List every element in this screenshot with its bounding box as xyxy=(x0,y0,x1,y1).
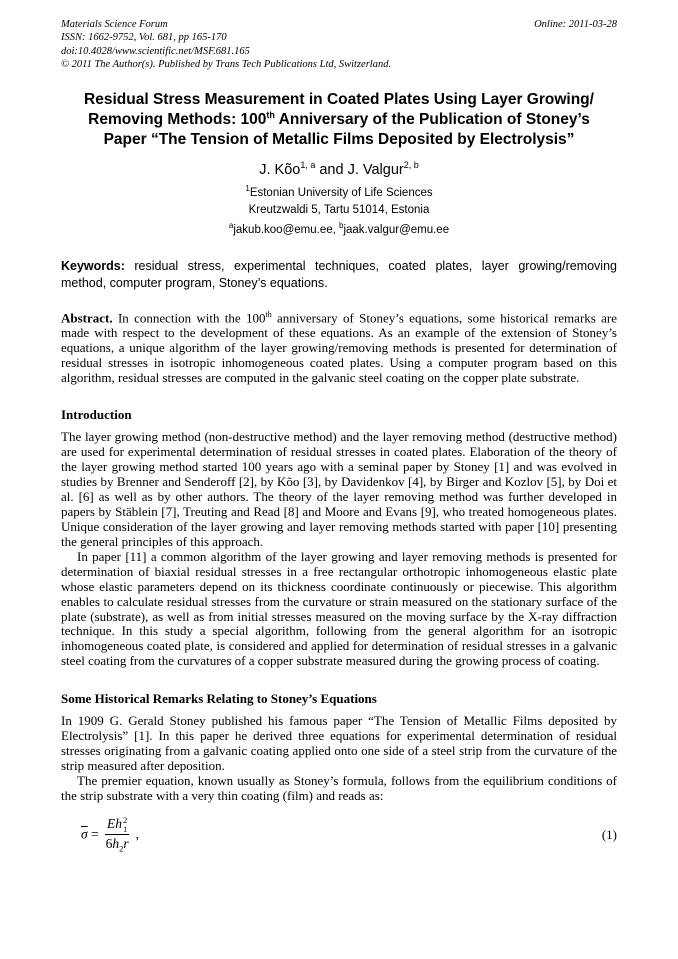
affiliation-institution-name: Estonian University of Life Sciences xyxy=(249,186,433,199)
affiliation-block xyxy=(61,184,617,236)
affiliation-mark-1: 1 xyxy=(245,184,250,194)
email-address-2: jaak.valgur@emu.ee xyxy=(343,223,450,236)
abstract-text-start: In connection with the 100 xyxy=(112,309,266,325)
introduction-paragraph-1: The layer growing method (non-destructive method) and the layer removing method (destructive method) are used for experimental determination of residual stresses in coated plates. Elaboration of the theory of the layer growing method started 100 years ago with a seminal paper by Stoney [1] and was evolved in studies by Brenner and Senderoff [2], by Kõo [3], by Davidenkov [4], by Birger and Kozlov [5], by Doi et al. [6] as well as by other authors. The theory of the layer removing method was further developed in papers by Stäblein [7], Treuting and Read [8] and Moore and Evans [9], who treated homogeneous plates. Unique consideration of the layer growing and layer removing methods started with paper [10] presenting the general principles of this approach. xyxy=(61,429,617,549)
h1-superscript: 2 xyxy=(123,815,128,826)
abstract-paragraph xyxy=(61,310,617,386)
affiliation-address: Kreutzwaldi 5, Tartu 51014, Estonia xyxy=(248,203,430,216)
sigma-bar-symbol: $\overline{\sigma}$ xyxy=(81,826,88,842)
author-2: and J. Valgur xyxy=(315,162,404,179)
h1-subscript: 1 xyxy=(123,823,128,834)
h1-sub-sup-stack xyxy=(123,816,127,833)
introduction-paragraph-2: In paper [11] a common algorithm of the layer growing and layer removing methods is presented for determination of biaxial residual stresses in a free rectangular orthotropic inhomogeneous elastic plate whose elastic parameters depend on its thickness coordinate continuously or piecewise. This algorithm enables to calculate residual stresses from the curvature or strain measured on the stationary surface of the plate (substrate), as well as from initial stresses measured on the moving surface by the X-ray diffraction technique. In this study a special algorithm, following from the general algorithm for an isotropic inhomogeneous coated plate, is considered and applied for determination of residual stresses in a galvanic steel coating from the curvatures of a copper substrate measured during the growing process of coating. xyxy=(61,548,617,669)
section-heading-introduction: Introduction xyxy=(61,407,132,423)
symbol-h2: h xyxy=(112,836,120,852)
author-line xyxy=(61,160,617,178)
doi-line: doi:10.4028/www.scientific.net/MSF.681.165 xyxy=(61,45,250,57)
historical-paragraph-2: The premier equation, known usually as Stoney’s formula, follows from the equilibrium conditions of the strip substrate with a very thin coating (film) and reads as: xyxy=(61,773,617,803)
title-line-2 xyxy=(61,110,617,130)
publication-info xyxy=(61,18,391,72)
h2-subscript: 2 xyxy=(119,844,124,854)
keywords-text: residual stress, experimental techniques, coated plates, layer growing/removing method, computer program, Stoney’s equations. xyxy=(61,258,617,290)
abstract-label: Abstract. xyxy=(61,309,113,325)
fraction-denominator xyxy=(106,835,129,854)
equation-number: (1) xyxy=(601,827,617,843)
fraction-numerator xyxy=(105,816,129,835)
equation-1-row xyxy=(61,816,617,855)
issn-line: ISSN: 1662-9752, Vol. 681, pp 165-170 xyxy=(61,32,227,44)
paper-title xyxy=(61,90,617,151)
abstract-ordinal-superscript: th xyxy=(265,309,272,319)
keywords-label: Keywords: xyxy=(61,258,125,273)
author-2-affiliation-marks: 2, b xyxy=(403,160,419,171)
email-address-1: jakub.koo@emu.ee, xyxy=(233,223,339,236)
coefficient-6: 6 xyxy=(105,836,113,852)
affiliation-emails xyxy=(61,221,617,236)
author-1-affiliation-marks: 1, a xyxy=(300,160,316,171)
equals-sign: = xyxy=(87,826,103,842)
copyright-line: © 2011 The Author(s). Published by Trans Tech Publications Ltd, Switzerland. xyxy=(61,59,392,71)
title-line-2-start: Removing Methods: 100 xyxy=(88,111,267,129)
title-line-1: Residual Stress Measurement in Coated Plates Using Layer Growing/ xyxy=(84,90,594,108)
title-line-3: Paper “The Tension of Metallic Films Deposited by Electrolysis” xyxy=(103,131,575,149)
symbol-r: r xyxy=(123,836,129,852)
email-mark-a: a xyxy=(228,220,234,230)
publication-header xyxy=(61,18,617,72)
title-line-2-end: Anniversary of the Publication of Stoney’s xyxy=(274,111,590,129)
author-1: J. Kõo xyxy=(259,162,301,179)
keywords-paragraph xyxy=(61,258,617,292)
abstract-text-end: anniversary of Stoney’s equations, some historical remarks are made with respect to the development of these equations. As an example of the extension of Stoney’s equations, a unique algorithm of the layer growing/removing methods is presented for determination of residual stresses in isotropic inhomogeneous coated plates. Using a computer program based on this algorithm, residual stresses are computed in the galvanic steel coating on the copper plate substrate. xyxy=(61,309,617,386)
historical-paragraph-1: In 1909 G. Gerald Stoney published his famous paper “The Tension of Metallic Films deposited by Electrolysis” [1]. In this paper he derived three equations for experimental determination of residual stresses originating from a galvanic coating applied onto one side of a steel strip from the curvature of the strip measured after deposition. xyxy=(61,713,617,774)
online-date: Online: 2011-03-28 xyxy=(534,19,617,30)
equation-comma: , xyxy=(132,826,140,842)
journal-name: Materials Science Forum xyxy=(61,19,168,30)
affiliation-institution xyxy=(61,184,617,199)
stoney-formula xyxy=(81,816,139,855)
fraction xyxy=(105,816,129,855)
email-mark-b: b xyxy=(339,220,344,230)
title-ordinal-superscript: th xyxy=(266,109,275,120)
section-heading-historical-remarks: Some Historical Remarks Relating to Stoney’s Equations xyxy=(61,691,377,707)
symbol-h1: h xyxy=(115,815,123,831)
symbol-E: E xyxy=(107,815,116,831)
